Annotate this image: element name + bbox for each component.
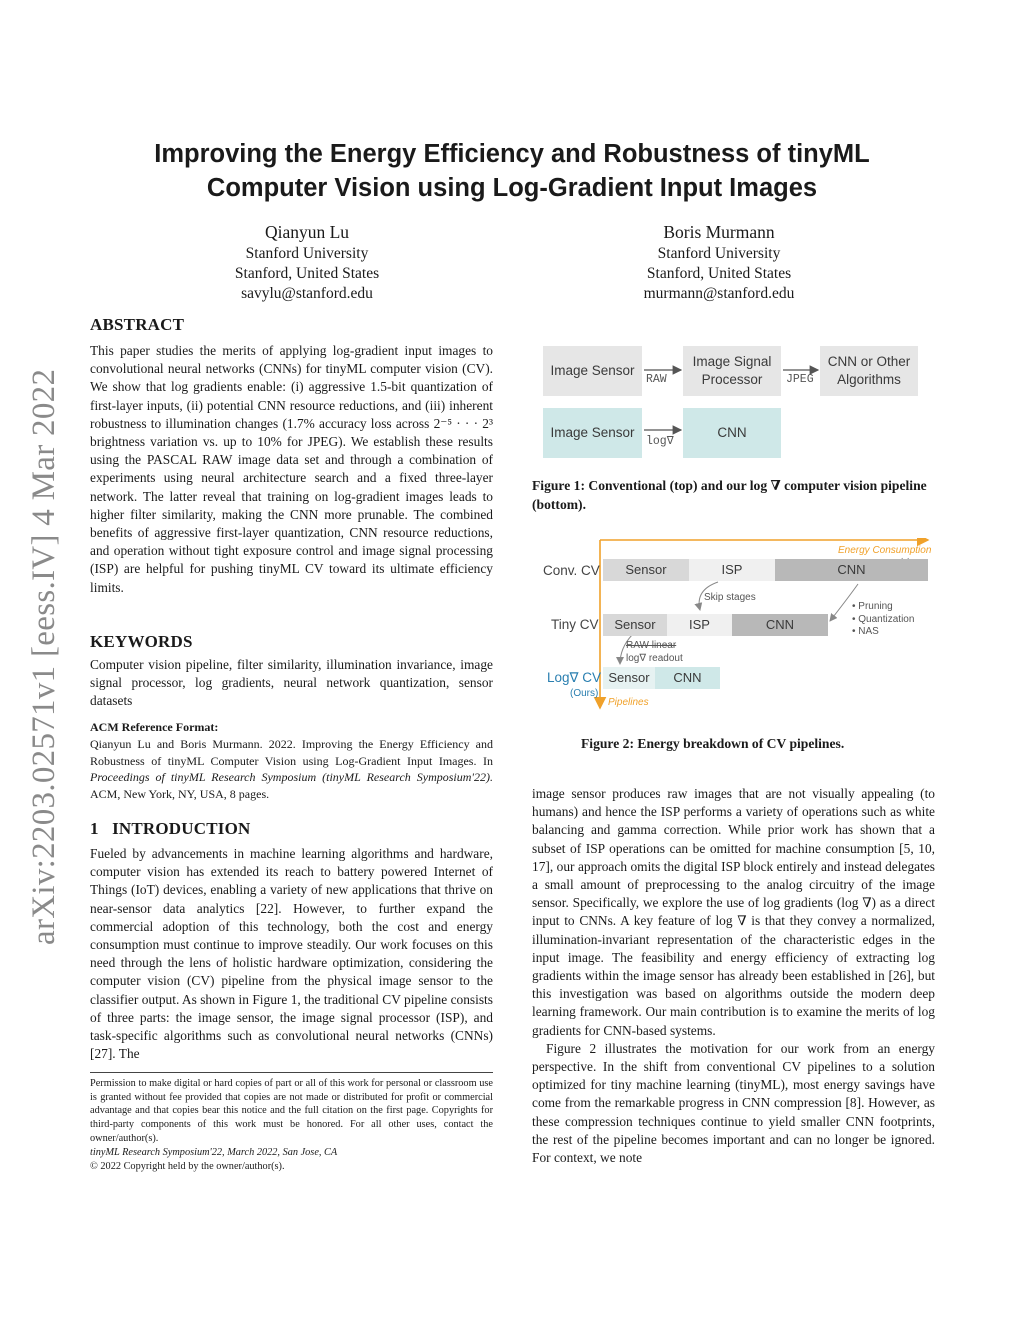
fig2-bullet-quantization: • Quantization	[852, 613, 915, 625]
author-affiliation: Stanford University	[245, 245, 369, 262]
author-email[interactable]: murmann@stanford.edu	[643, 285, 795, 302]
abstract-part-2: brightness variation vs. up to 10% for JPEG). We establish these results using the PASCAL RAW image data set and through a combination of experiments using neural architecture search and a fixed three-layer network. The latter reveal that training on log-gradient images leads to higher filter similarity, making the CNN more prunable. The combined benefits of aggressive first-layer quantization, CNN resource reductions, and operation without tight exposure control and image signal processing (ISP) are helpful for pushing tinyML CV toward its ultimate efficiency limits.	[90, 434, 493, 595]
paper-title	[90, 137, 934, 205]
footnote-venue: tinyML Research Symposium'22, March 2022, San Jose, CA	[90, 1147, 338, 1158]
fig1-image-sensor-top: Image Sensor	[543, 346, 642, 396]
fig2-pipelines-label: Pipelines	[608, 697, 649, 708]
acm-ref-italic: Proceedings of tinyML Research Symposium (tinyML Research Symposium'22).	[90, 770, 493, 784]
title-line-1: Improving the Energy Efficiency and Robustness of tinyML	[154, 140, 870, 168]
intro-heading-text: INTRODUCTION	[112, 819, 251, 838]
author-location: Stanford, United States	[234, 265, 380, 282]
fig1-isp: Image Signal Processor	[683, 346, 781, 396]
arxiv-identifier: arXiv:2203.02571v1 [eess.IV] 4 Mar 2022	[26, 368, 62, 945]
fig2-conv-sensor: Sensor	[603, 559, 689, 581]
right-paragraph-1: image sensor produces raw images that are not visually appealing (to humans) and hence the ISP performs a variety of operations such as white balancing and gamma correction. While prior work has shown that a subset of ISP operations can be omitted for machine consumption [5, 10, 17], our approach omits the digital ISP block entirely and instead delegates a small amount of preprocessing to the analog circuitry of the image sensor. Specifically, we explore the use of log gradients (log ∇) as a direct input to CNNs. A key feature of log ∇ is that they convey a normalized, illumination-invariant representation of the characteristic edges in the input image. The feasibility and energy efficiency of extracting log gradients within the image sensor has already been established in [26], but this investigation was based on algorithms outside the modern deep learning framework. Our main contribution is to examine the merits of log gradients for CNN-based systems.	[532, 786, 935, 1038]
acm-ref-heading: ACM Reference Format:	[90, 720, 219, 734]
fig1-cnn-or-other: CNN or Other Algorithms	[820, 346, 918, 396]
fig2-tiny-isp: ISP	[667, 614, 732, 636]
abstract-part-1: This paper studies the merits of applying log-gradient input images to convolutional neural networks (CNNs) for tinyML computer vision (CV). We show that log gradients enable: (i) aggressive 1.5-bit quantization of first-layer inputs, (ii) potential CNN resource reductions, and (iii) inherent robustness to illumination changes (1.7% accuracy loss across	[90, 343, 493, 431]
fig2-skip-stages: Skip stages	[704, 592, 756, 603]
fig2-tiny-cnn: CNN	[732, 614, 828, 636]
fig1-raw-label: RAW	[646, 373, 667, 386]
keywords-text: Computer vision pipeline, filter similarity, illumination invariance, image signal processor, log gradients, neural network quantization, sensor datasets	[90, 657, 493, 709]
author-email[interactable]: savylu@stanford.edu	[241, 285, 373, 302]
fig2-energy-label: Energy Consumption	[838, 545, 932, 556]
footnote-copyright: © 2022 Copyright held by the owner/author(s).	[90, 1161, 285, 1172]
fig2-bullet-pruning: • Pruning	[852, 601, 893, 612]
fig2-bullets	[852, 601, 914, 639]
acm-ref-tail: ACM, New York, NY, USA, 8 pages.	[90, 786, 270, 801]
fig2-log-sensor: Sensor	[603, 667, 655, 689]
author-1	[182, 220, 432, 304]
acm-ref-text	[90, 736, 493, 802]
keywords-heading: KEYWORDS	[90, 632, 193, 651]
fig2-row-log-label: Log∇ CV	[547, 670, 602, 685]
fig1-jpeg-label: JPEG	[786, 373, 814, 386]
fig2-log-cnn: CNN	[655, 667, 720, 689]
fig2-conv-cnn: CNN	[775, 559, 928, 581]
author-2	[594, 220, 844, 304]
fig2-row-conv-label: Conv. CV	[543, 563, 600, 578]
fig1-image-sensor-bottom: Image Sensor	[543, 408, 642, 458]
fig1-cnn-bottom: CNN	[683, 408, 781, 458]
fig2-log-readout: log∇ readout	[626, 653, 683, 664]
author-location: Stanford, United States	[646, 265, 792, 282]
fig2-row-tiny-label: Tiny CV	[551, 617, 599, 632]
footnote-permission: Permission to make digital or hard copies of part or all of this work for personal or classroom use is granted without fee provided that copies are not made or distributed for profit or commercial advantage and that copies bear this notice and the full citation on the first page. Copyrights for third-party components of this work must be honored. For all other uses, contact the owner/author(s).	[90, 1078, 493, 1144]
fig1-log-label: log∇	[646, 435, 674, 448]
acm-ref-plain: Qianyun Lu and Boris Murmann. 2022. Improving the Energy Efficiency and Robustness of tinyML Computer Vision using Log-Gradient Input Images. In	[90, 737, 493, 768]
right-column-text	[532, 785, 935, 1167]
fig2-conv-isp: ISP	[689, 559, 775, 581]
fig2-caption: Figure 2: Energy breakdown of CV pipelines.	[581, 736, 845, 751]
intro-heading-number: 1	[90, 819, 99, 838]
author-name: Qianyun Lu	[264, 222, 350, 242]
fig1-caption: Figure 1: Conventional (top) and our log ∇ computer vision pipeline (bottom).	[532, 478, 927, 512]
fig2-bullet-nas: • NAS	[852, 626, 879, 637]
intro-text: Fueled by advancements in machine learning algorithms and hardware, computer vision has extended its reach to battery powered Internet of Things (IoT) devices, enabling a variety of new applications that thrive on near-sensor data analytics [22]. However, to further expand the commercial adoption of this technology, both the cost and energy consumption must continue to improve steadily. Our work focuses on this need through the lens of holistic hardware optimization, considering the computer vision (CV) pipeline from the physical image sensor to the classifier output. As shown in Figure 1, the traditional CV pipeline consists of three parts: the image sensor, the image signal processor (ISP), and task-specific algorithms such as convolutional neural networks (CNNs) [27]. The	[90, 846, 493, 1062]
author-name: Boris Murmann	[663, 222, 775, 242]
abstract-math: 2⁻⁵ · · · 2³	[433, 415, 493, 431]
fig2-tiny-sensor: Sensor	[603, 614, 667, 636]
abstract-heading: ABSTRACT	[90, 315, 185, 334]
intro-heading	[90, 819, 250, 839]
title-line-2: Computer Vision using Log-Gradient Input Images	[206, 174, 818, 202]
abstract-text	[90, 342, 493, 597]
author-affiliation: Stanford University	[657, 245, 781, 262]
right-paragraph-2: Figure 2 illustrates the motivation for our work from an energy perspective. In the shift from conventional CV pipelines to a solution optimized for tiny machine learning (tinyML), most energy savings have come from the remarkable progress in CNN compression [8]. However, as these compression techniques continue to yield smaller CNN footprints, the rest of the pipeline becomes important and can no longer be ignored. For context, we note	[532, 1040, 935, 1166]
footnote-divider	[90, 1072, 493, 1073]
fig2-raw-linear: RAW linear	[626, 640, 677, 651]
fig2-row-log-sublabel: (Ours)	[570, 688, 599, 699]
